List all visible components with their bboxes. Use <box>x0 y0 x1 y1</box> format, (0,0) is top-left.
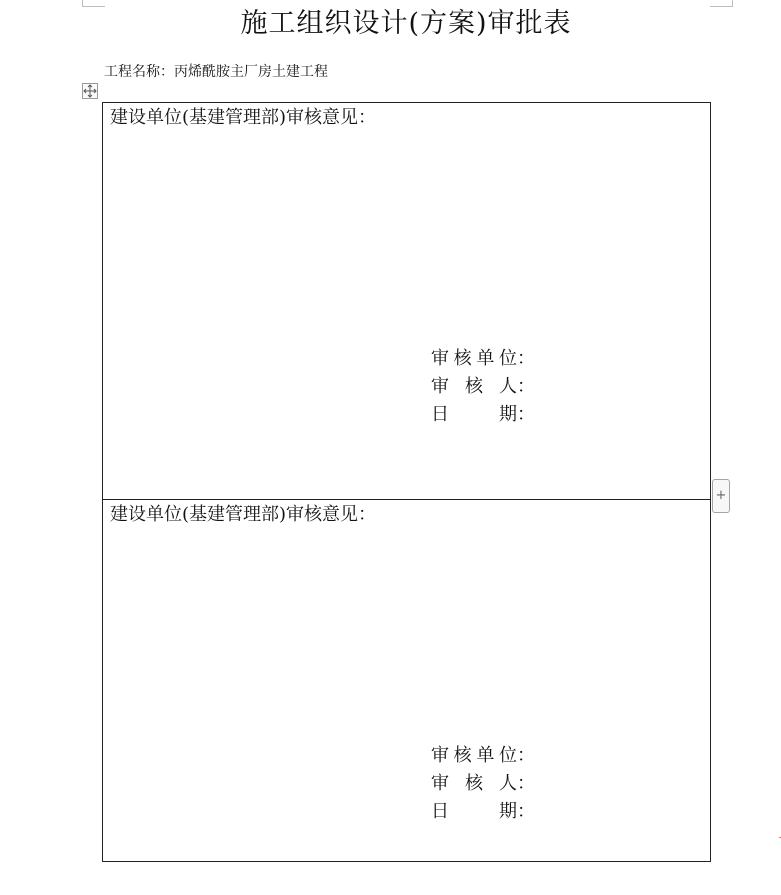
project-line <box>104 62 328 82</box>
move-arrows-icon <box>83 84 97 98</box>
document-title: 施工组织设计(方案)审批表 <box>240 8 572 39</box>
reviewer-label: 审核人 <box>431 376 517 397</box>
date-label: 日期 <box>431 801 517 822</box>
date-row <box>431 401 535 429</box>
review-unit-row <box>431 742 535 770</box>
opinion-label: 建设单位(基建管理部)审核意见： <box>110 504 377 525</box>
review-unit-colon: ： <box>517 348 535 369</box>
review-unit-label: 审核单位 <box>431 745 517 766</box>
date-colon: ： <box>517 801 535 822</box>
review-unit-row <box>431 345 535 373</box>
reviewer-row <box>431 373 535 401</box>
reviewer-colon: ： <box>517 376 535 397</box>
plus-icon: + <box>715 488 727 503</box>
reviewer-label: 审核人 <box>431 773 517 794</box>
reviewer-colon: ： <box>517 773 535 794</box>
table-move-handle[interactable] <box>82 83 98 99</box>
reviewer-row <box>431 770 535 798</box>
date-row <box>431 798 535 826</box>
approval-section[interactable] <box>103 103 710 499</box>
project-label: 工程名称： <box>104 64 174 80</box>
review-unit-colon: ： <box>517 745 535 766</box>
review-unit-label: 审核单位 <box>431 348 517 369</box>
date-label: 日期 <box>431 404 517 425</box>
corner-marker-icon <box>772 829 781 838</box>
approval-section[interactable] <box>103 499 710 895</box>
date-colon: ： <box>517 404 535 425</box>
signature-block <box>431 742 535 826</box>
approval-table <box>102 102 711 862</box>
project-name: 丙烯酰胺主厂房土建工程 <box>174 64 328 80</box>
add-row-button[interactable] <box>712 479 730 513</box>
opinion-label: 建设单位(基建管理部)审核意见： <box>110 107 377 128</box>
signature-block <box>431 345 535 429</box>
